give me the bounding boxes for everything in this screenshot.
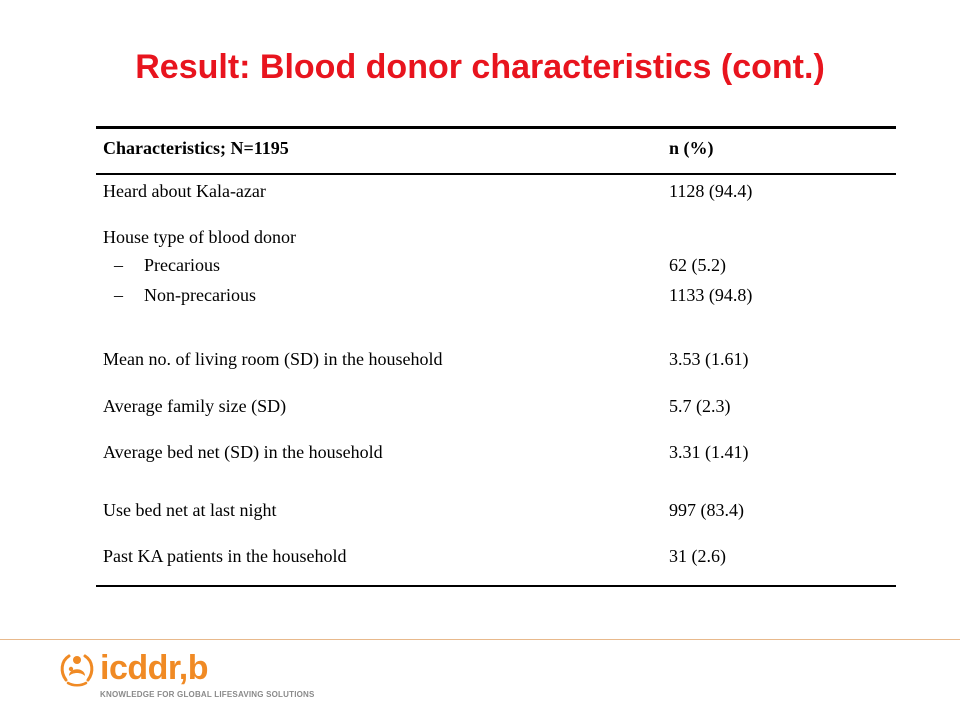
table-bottom-rule: [96, 585, 896, 587]
table-header-rule: [96, 173, 896, 175]
row-label-non-precarious: [114, 283, 256, 307]
row-label-family-size: Average family size (SD): [103, 396, 287, 416]
logo-tagline: KNOWLEDGE FOR GLOBAL LIFESAVING SOLUTIONS: [100, 690, 315, 699]
row-value-living-room: 3.53 (1.61): [669, 349, 749, 369]
table-top-rule: [96, 126, 896, 129]
row-label-heard-kala-azar: Heard about Kala-azar: [103, 181, 266, 201]
logo-name: icddr,b: [100, 649, 208, 687]
donor-characteristics-table: [96, 126, 896, 588]
icddrb-emblem-icon: [58, 650, 96, 688]
sub-dash: –: [114, 255, 123, 275]
row-value-precarious: 62 (5.2): [669, 255, 726, 275]
row-value-use-bed-net: 997 (83.4): [669, 500, 744, 520]
row-label-use-bed-net: Use bed net at last night: [103, 500, 277, 520]
row-label-precarious: [114, 253, 220, 277]
row-label-living-room: Mean no. of living room (SD) in the household: [103, 349, 443, 369]
header-characteristics: Characteristics; N=1195: [103, 138, 289, 158]
row-label-past-ka: Past KA patients in the household: [103, 546, 347, 566]
row-value-past-ka: 31 (2.6): [669, 546, 726, 566]
row-value-non-precarious: 1133 (94.8): [669, 285, 753, 305]
icddrb-logo: [58, 648, 315, 704]
row-value-bed-net: 3.31 (1.41): [669, 442, 749, 462]
row-label-non-precarious-text: Non-precarious: [144, 285, 256, 305]
row-value-family-size: 5.7 (2.3): [669, 396, 731, 416]
row-label-bed-net: Average bed net (SD) in the household: [103, 442, 383, 462]
row-label-house-type: House type of blood donor: [103, 227, 296, 247]
slide-title: Result: Blood donor characteristics (cont.): [135, 48, 825, 86]
row-value-heard-kala-azar: 1128 (94.4): [669, 181, 753, 201]
header-n-percent: n (%): [669, 138, 714, 158]
footer-rule: [0, 639, 960, 640]
row-label-precarious-text: Precarious: [144, 255, 220, 275]
sub-dash: –: [114, 285, 123, 305]
